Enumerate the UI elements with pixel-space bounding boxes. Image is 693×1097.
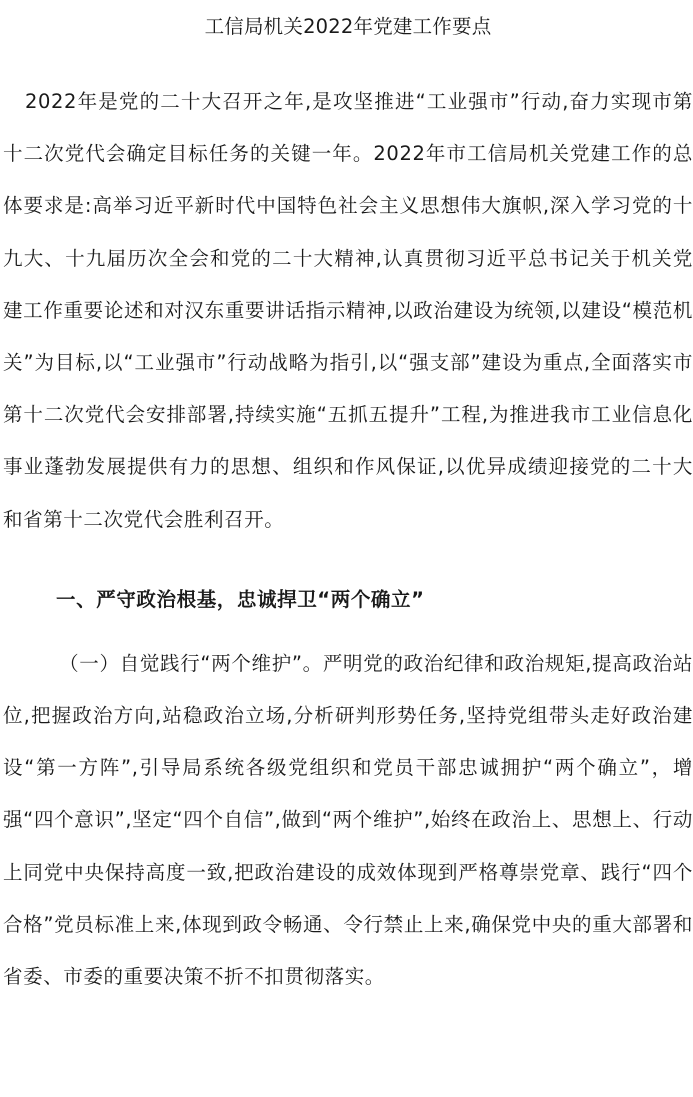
sub-item-title: （一）自觉践行“两个维护”。	[59, 651, 323, 675]
section-heading-1: 一、严守政治根基，忠诚捍卫“两个确立”	[56, 587, 425, 611]
intro-paragraph	[3, 76, 693, 546]
sub-item-body: 严明党的政治纪律和政治规矩,提高政治站位,把握政治方向,站稳政治立场,分析研判形势任务,坚持党组带头走好政治建设“第一方阵”,引导局系统各级党组织和党员干部忠诚拥护“两个确立”，增强“四个意识”,坚定“四个自信”,做到“两个维护”,始终在政治上、思想上、行动上同党中央保持高度一致,把政治建设的成效体现到严格尊崇党章、践行“四个合格”党员标准上来,体现到政令畅通、令行禁止上来,确保党中央的重大部署和省委、市委的重要决策不折不扣贯彻落实。	[3, 651, 693, 989]
document-title: 工信局机关2022年党建工作要点	[204, 15, 492, 38]
sub-item-1	[3, 638, 693, 1003]
intro-text: 2022年是党的二十大召开之年,是攻坚推进“工业强市”行动,奋力实现市第十二次党代会确定目标任务的关键一年。2022年市工信局机关党建工作的总体要求是:高举习近平新时代中国特色社会主义思想伟大旗帜,深入学习党的十九大、十九届历次全会和党的二十大精神,认真贯彻习近平总书记关于机关党建工作重要论述和对汉东重要讲话指示精神,以政治建设为统领,以建设“模范机关”为目标,以“工业强市”行动战略为指引,以“强支部”建设为重点,全面落实市第十二次党代会安排部署,持续实施“五抓五提升”工程,为推进我市工业信息化事业蓬勃发展提供有力的思想、组织和作风保证,以优异成绩迎接党的二十大和省第十二次党代会胜利召开。	[3, 90, 693, 531]
